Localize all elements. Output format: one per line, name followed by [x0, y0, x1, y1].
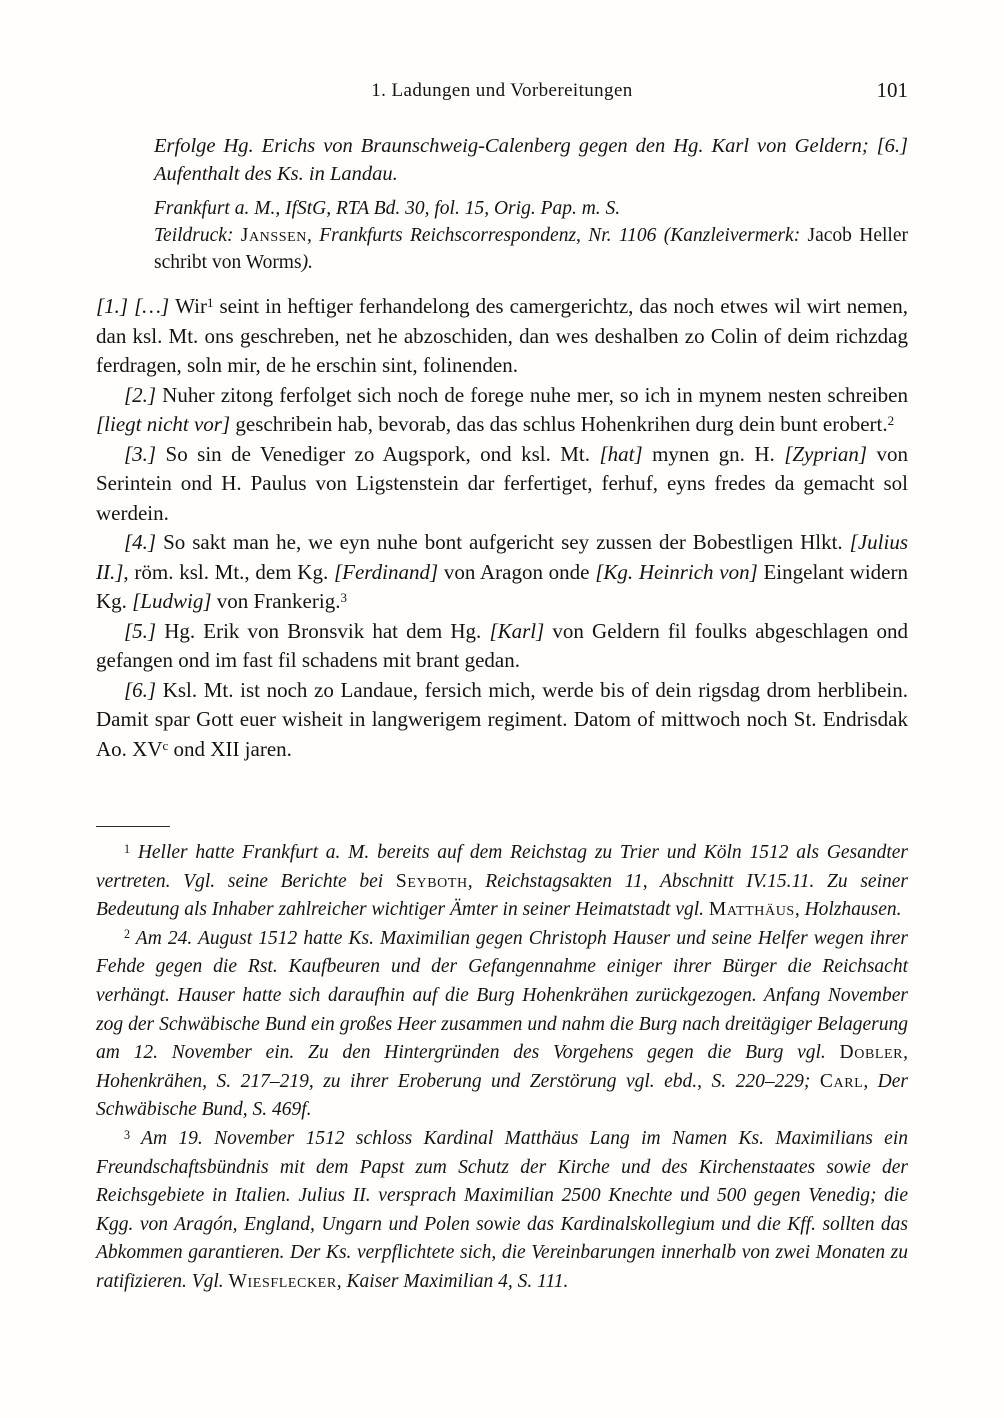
text-run: [3.] — [124, 441, 166, 466]
paragraph-5 — [96, 617, 908, 676]
footnote-separator — [96, 826, 170, 827]
text-run: Nuher zitong ferfolget sich noch de forege nuhe mer, so ich in mynem nesten schreiben — [162, 382, 908, 407]
text-run: Eingelant widern Kg. — [96, 559, 908, 613]
text-run: Carl — [819, 1070, 864, 1092]
text-run: , Kaiser Maximilian 4, S. 111. — [336, 1270, 569, 1292]
text-run: , Frankfurts Reichscorrespondenz, Nr. 1106 (Kanzleivermerk: — [307, 225, 808, 246]
running-header — [96, 80, 908, 108]
text-run: Matthäus — [708, 899, 795, 921]
text-run: 3 — [124, 1127, 131, 1142]
text-run: Janssen — [240, 225, 308, 246]
text-run: von Frankerig. — [211, 589, 341, 613]
text-run: Wiesflecker — [228, 1270, 337, 1292]
source-reference-block — [154, 195, 908, 276]
text-run: von Serintein ond H. Paulus von Ligstenstein dar ferfertiget, ferhuf, eyns fredes da gemacht sol werdein. — [96, 441, 908, 525]
text-run: Hg. Erik von Bronsvik hat dem Hg. — [164, 618, 490, 643]
text-run: [Ludwig] — [132, 589, 212, 613]
text-run: 1 — [124, 841, 131, 856]
page-number: 101 — [876, 78, 908, 102]
print-reference — [154, 222, 908, 276]
text-run: 3 — [340, 590, 347, 606]
text-run: [6.] — [124, 677, 163, 702]
text-run: , Holzhausen. — [794, 899, 902, 921]
text-run: Teildruck: — [154, 225, 241, 246]
text-run: [Karl] — [489, 618, 545, 643]
paragraph-1 — [96, 292, 908, 381]
text-run: seint in heftiger ferhandelong des camergerichtz, das noch etwes wil wirt nemen, dan ksl. Mt. ons geschreben, net he abzoschiden, dan wes deshalben zo Colin of deim richzdag ferdragen, soln mir, de he erschin sint, folinenden. — [96, 294, 908, 377]
text-run: , röm. ksl. Mt., dem Kg. — [123, 559, 334, 584]
text-run: c — [162, 737, 169, 753]
footnotes — [96, 839, 908, 1297]
text-run: 2 — [887, 413, 895, 429]
paragraph-3 — [96, 440, 908, 529]
text-run: 1 — [206, 295, 214, 311]
document-body — [96, 292, 908, 764]
text-run: Ksl. Mt. ist noch zo Landaue, fersich mich, werde bis of dein rigsdag drom herblibein. Damit spar Gott euer wisheit in langwerigem regiment. Datom of mittwoch noch St. Endrisdak Ao. XV — [96, 677, 908, 761]
text-run: Wir — [175, 294, 207, 318]
text-run: Dobler — [839, 1042, 904, 1064]
footnote-1 — [96, 839, 908, 925]
text-run: 2 — [124, 927, 131, 942]
text-run: Heller hatte Frankfurt a. M. bereits auf dem Reichstag zu Trier und Köln 1512 als Gesandter vertreten. Vgl. seine Berichte bei — [96, 842, 908, 892]
text-run: mynen gn. H. — [642, 441, 785, 466]
text-run: von Aragon onde — [438, 559, 596, 584]
paragraph-2 — [96, 381, 908, 440]
archive-reference — [154, 195, 908, 222]
text-run: [5.] — [124, 618, 165, 643]
text-run: von Geldern fil foulks abgeschlagen ond gefangen ond im fast fil schadens mit brant gedan. — [96, 618, 908, 672]
text-run: ond XII jaren. — [168, 736, 292, 761]
text-run: , Reichstagsakten 11, Abschnitt IV.15.11. Zu seiner Bedeutung als Inhaber zahlreicher wichtiger Ämter in seiner Heimatstadt vgl. — [96, 870, 909, 921]
text-run: [Zyprian] — [784, 441, 868, 466]
text-run: [4.] — [124, 530, 164, 554]
text-run: [liegt nicht vor] — [96, 412, 231, 436]
footnote-2 — [96, 925, 908, 1125]
paragraph-4 — [96, 528, 908, 617]
text-run: [2.] — [124, 382, 163, 407]
text-run: [Ferdinand] — [333, 559, 439, 584]
text-run: , Der Schwäbische Bund, S. 469f. — [96, 1070, 908, 1121]
text-run: , Hohenkrähen, S. 217–219, zu ihrer Eroberung und Zerstörung vgl. ebd., S. 220–229; — [96, 1042, 908, 1092]
text-run: [hat] — [599, 441, 643, 466]
text-run: Am 19. November 1512 schloss Kardinal Matthäus Lang im Namen Ks. Maximilians ein Freundschaftsbündnis mit dem Papst zum Schutz der Kirche und des Kirchenstaates sowie der Reichsgebiete in Italien. Julius II. versprach Maximilian 2500 Knechte und 500 gegen Venedig; die Kgg. von Aragón, England, Ungarn und Polen sowie das Kardinalskollegium und die Kff. sollten das Abkommen garantieren. Der Ks. verpflichtete sich, die Vereinbarungen innerhalb von zwei Monaten zu ratifizieren. Vgl. — [96, 1127, 908, 1292]
chapter-header: 1. Ladungen und Vorbereitungen — [371, 80, 633, 101]
footnote-3 — [96, 1125, 908, 1297]
text-run: ). — [301, 252, 313, 273]
text-run: [1.] […] — [96, 294, 176, 318]
text-run: [Julius II.] — [96, 530, 908, 584]
text-run: Frankfurt a. M., IfStG, RTA Bd. 30, fol. 15, Orig. Pap. m. S. — [154, 198, 621, 219]
text-run: geschribein hab, bevorab, das das schlus Hohenkrihen durg dein bunt erobert. — [230, 412, 888, 436]
text-run: Jacob Heller schribt von Worms — [154, 225, 908, 273]
text-run: Seyboth — [395, 870, 468, 892]
text-run: So sin de Venediger zo Augspork, ond ksl. Mt. — [165, 441, 600, 466]
text-run: [Kg. Heinrich von] — [595, 559, 758, 584]
text-run: So sakt man he, we eyn nuhe bont aufgericht sey zussen der Bobestligen Hlkt. — [163, 530, 850, 554]
text-run: Erfolge Hg. Erichs von Braunschweig-Calenberg gegen den Hg. Karl von Geldern; [6.] Aufenthalt des Ks. in Landau. — [154, 135, 908, 185]
text-run: Am 24. August 1512 hatte Ks. Maximilian gegen Christoph Hauser und seine Helfer wegen ihrer Fehde gegen die Rst. Kaufbeuren und der Gefangennahme einiger ihrer Bürger die Reichsacht verhängt. Hauser hatte sich daraufhin auf die Burg Hohenkrähen zurückgezogen. Anfang November zog der Schwäbische Bund ein großes Heer zusammen und nahm die Burg nach dreitägiger Belagerung am 12. November ein. Zu den Hintergründen des Vorgehens gegen die Burg vgl. — [96, 927, 908, 1064]
paragraph-6 — [96, 676, 908, 765]
document-summary — [154, 132, 908, 188]
